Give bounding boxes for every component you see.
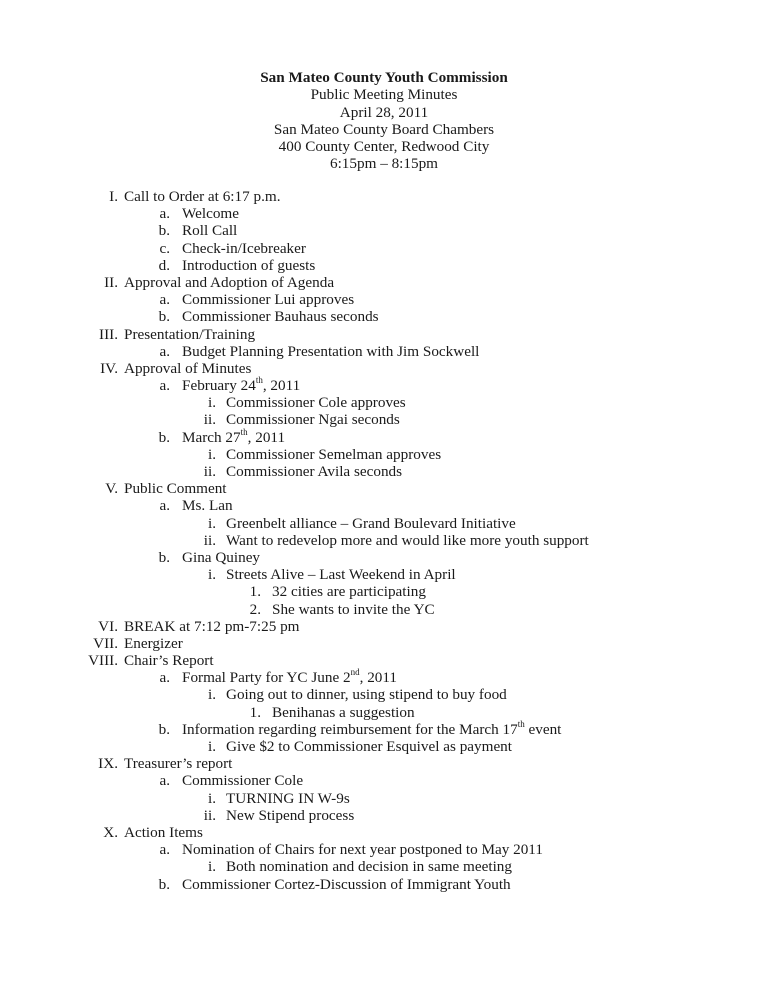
outline-text-main: Commissioner Lui approves [182,291,355,309]
outline-marker: a. [159,377,170,395]
outline-marker: d. [158,256,170,274]
outline-marker: IX. [98,755,118,773]
ordinal-suffix: nd [350,667,360,678]
outline-marker: i. [207,445,216,463]
outline-item-level-1 [0,188,768,205]
outline-text [226,463,402,480]
outline-text [182,426,286,446]
outline-marker: 1. [249,583,261,601]
outline-marker: b. [158,308,170,326]
outline-item-level-3 [0,790,768,807]
outline-marker: c. [159,239,170,257]
outline-item-level-2 [0,841,768,858]
outline-marker: b. [158,428,170,446]
outline-text [182,205,239,222]
outline-text [124,480,227,497]
document-header [0,69,768,173]
outline-text [272,704,415,721]
outline-text [226,515,516,532]
outline-item-level-1 [0,755,768,772]
outline-text-main: Public Comment [124,480,227,498]
outline-marker: i. [207,858,216,876]
outline-text-main: Action Items [124,823,203,841]
outline-marker: b. [158,875,170,893]
outline-marker: VIII. [88,652,118,670]
outline-marker: ii. [203,806,216,824]
outline-item-level-3 [0,446,768,463]
outline-marker: i. [207,394,216,412]
outline-text-main: Benihanas a suggestion [272,703,415,721]
outline-text [182,718,562,738]
outline-marker: VI. [98,617,118,635]
outline-item-level-2 [0,876,768,893]
outline-item-level-3 [0,738,768,755]
outline-text-after: , 2011 [247,428,286,446]
outline-text [226,411,400,428]
outline-item-level-3 [0,807,768,824]
outline-text-main: New Stipend process [226,806,355,824]
outline-text-main: BREAK at 7:12 pm-7:25 pm [124,617,300,635]
outline-text [226,807,354,824]
outline-text [226,532,589,549]
outline-text [182,240,306,257]
outline-text [182,772,303,789]
outline-item-level-2 [0,308,768,325]
outline-text-main: Streets Alive – Last Weekend in April [226,566,456,584]
outline-text-main: Nomination of Chairs for next year postponed to May 2011 [182,841,543,859]
outline-marker: i. [207,686,216,704]
outline-text [226,858,512,875]
outline-item-level-2 [0,377,768,394]
outline-text-main: Approval and Adoption of Agenda [124,273,335,291]
meeting-location: San Mateo County Board Chambers [273,120,495,138]
outline-text [272,601,435,618]
outline-marker: ii. [203,411,216,429]
outline-text-main: Welcome [182,205,239,223]
outline-marker: a. [159,669,170,687]
outline-marker: VII. [93,634,118,652]
outline-text-main: She wants to invite the YC [272,600,435,618]
outline-text-main: Roll Call [182,222,238,240]
outline-text [124,360,251,377]
outline-item-level-3 [0,394,768,411]
outline-item-level-3 [0,463,768,480]
outline-marker: X. [103,823,118,841]
outline-text [124,188,281,205]
outline-item-level-3 [0,532,768,549]
outline-marker: ii. [203,463,216,480]
outline-text-main: TURNING IN W-9s [226,789,350,807]
outline-text-main: Commissioner Avila seconds [226,463,403,480]
outline-text-main: February 24 [182,377,256,395]
outline-item-level-2 [0,257,768,274]
outline-item-level-4 [0,704,768,721]
outline-text-main: Energizer [124,634,183,652]
outline-item-level-1 [0,635,768,652]
outline-text-main: Chair’s Report [124,652,214,670]
outline-text-main: Presentation/Training [124,325,256,343]
outline-text-main: Commissioner Bauhaus seconds [182,308,379,326]
outline-marker: b. [158,222,170,240]
outline-item-level-3 [0,686,768,703]
outline-item-level-1 [0,618,768,635]
outline-text-after: , 2011 [262,377,301,395]
outline-text-main: Greenbelt alliance – Grand Boulevard Initiative [226,514,516,532]
outline-text [124,326,255,343]
outline-text-main: Both nomination and decision in same meeting [226,858,512,876]
outline-text-main: Call to Order at 6:17 p.m. [124,188,281,205]
outline-item-level-4 [0,583,768,600]
outline-item-level-2 [0,291,768,308]
outline-marker: 2. [249,600,261,618]
document-subtitle: Public Meeting Minutes [310,86,458,104]
outline-marker: V. [105,480,118,498]
outline-marker: III. [99,325,118,343]
outline-item-level-1 [0,360,768,377]
outline-text-main: Ms. Lan [182,497,233,515]
outline-item-level-2 [0,718,768,738]
outline-text [226,394,406,411]
outline-text-main: Information regarding reimbursement for the March 17 [182,720,518,738]
outline-text [124,618,300,635]
document-title: San Mateo County Youth Commission [260,69,508,86]
outline-text [124,824,203,841]
outline-item-level-1 [0,824,768,841]
outline-text [124,635,183,652]
outline-text-main: March 27 [182,428,241,446]
outline-item-level-1 [0,274,768,291]
outline-text-main: Commissioner Cole [182,772,304,790]
meeting-time: 6:15pm – 8:15pm [329,155,438,173]
outline-marker: i. [207,514,216,532]
outline-item-level-2 [0,549,768,566]
outline-text [182,291,354,308]
outline-item-level-2 [0,772,768,789]
outline-item-level-2 [0,222,768,239]
ordinal-suffix: th [255,375,263,385]
outline-text-main: Formal Party for YC June 2 [182,669,351,687]
outline-marker: a. [159,291,170,309]
outline-marker: 1. [249,703,261,721]
outline-marker: i. [207,789,216,807]
outline-item-level-1 [0,480,768,497]
outline-text-main: Budget Planning Presentation with Jim Sockwell [182,342,480,360]
outline-text [182,876,511,893]
outline-item-level-3 [0,858,768,875]
outline-text [182,308,379,325]
outline-item-level-2 [0,669,768,686]
meeting-date: April 28, 2011 [339,103,429,121]
outline-text [124,652,214,669]
outline-text-main: Introduction of guests [182,256,316,274]
outline-item-level-4 [0,601,768,618]
outline-marker: II. [104,273,118,291]
outline-text-main: Commissioner Cole approves [226,394,406,412]
outline-text [182,841,543,858]
outline-text [182,497,233,514]
outline-item-level-3 [0,411,768,428]
outline-item-level-3 [0,515,768,532]
outline-text [226,738,512,755]
outline-text [124,274,334,291]
outline-text [182,669,397,686]
outline-text-main: Commissioner Ngai seconds [226,411,400,429]
ordinal-suffix: th [240,426,248,437]
outline-text-main: Commissioner Cortez-Discussion of Immigrant Youth [182,875,511,893]
outline-marker: a. [159,772,170,790]
outline-item-level-2 [0,205,768,222]
outline-text-after: , 2011 [359,669,397,687]
outline-text-main: Approval of Minutes [124,359,252,377]
outline-text [182,343,479,360]
outline-text [182,377,300,394]
outline-text [226,790,350,807]
outline-text-main: 32 cities are participating [272,583,426,601]
outline-marker: ii. [203,531,216,549]
outline-marker: I. [109,188,118,205]
outline-marker: a. [159,205,170,223]
outline-marker: a. [159,342,170,360]
outline-text [272,583,426,600]
outline-marker: a. [159,841,170,859]
outline-item-level-2 [0,343,768,360]
outline-text [124,755,232,772]
meeting-address: 400 County Center, Redwood City [278,138,490,156]
outline-text [226,566,456,583]
outline-text-main: Check-in/Icebreaker [182,239,306,257]
outline-text-main: Going out to dinner, using stipend to buy food [226,686,507,704]
outline-item-level-2 [0,426,768,446]
outline-text [226,686,507,703]
minutes-outline [0,188,768,893]
outline-text [226,446,441,463]
outline-item-level-1 [0,326,768,343]
outline-text [182,549,260,566]
outline-item-level-2 [0,240,768,257]
outline-text [182,257,315,274]
outline-item-level-1 [0,652,768,669]
ordinal-suffix: th [517,718,525,729]
outline-text-main: Commissioner Semelman approves [226,445,442,463]
outline-marker: IV. [100,359,118,377]
outline-marker: b. [158,548,170,566]
outline-text-main: Treasurer’s report [124,755,233,773]
outline-text-main: Want to redevelop more and would like more youth support [226,531,589,549]
outline-marker: b. [158,720,170,738]
outline-text [182,222,237,239]
outline-text-after: event [524,720,562,738]
outline-text-main: Gina Quiney [182,548,261,566]
outline-item-level-3 [0,566,768,583]
outline-marker: a. [159,497,170,515]
outline-marker: i. [207,566,216,584]
outline-item-level-2 [0,497,768,514]
outline-marker: i. [207,738,216,755]
outline-text-main: Give $2 to Commissioner Esquivel as payment [226,738,512,755]
